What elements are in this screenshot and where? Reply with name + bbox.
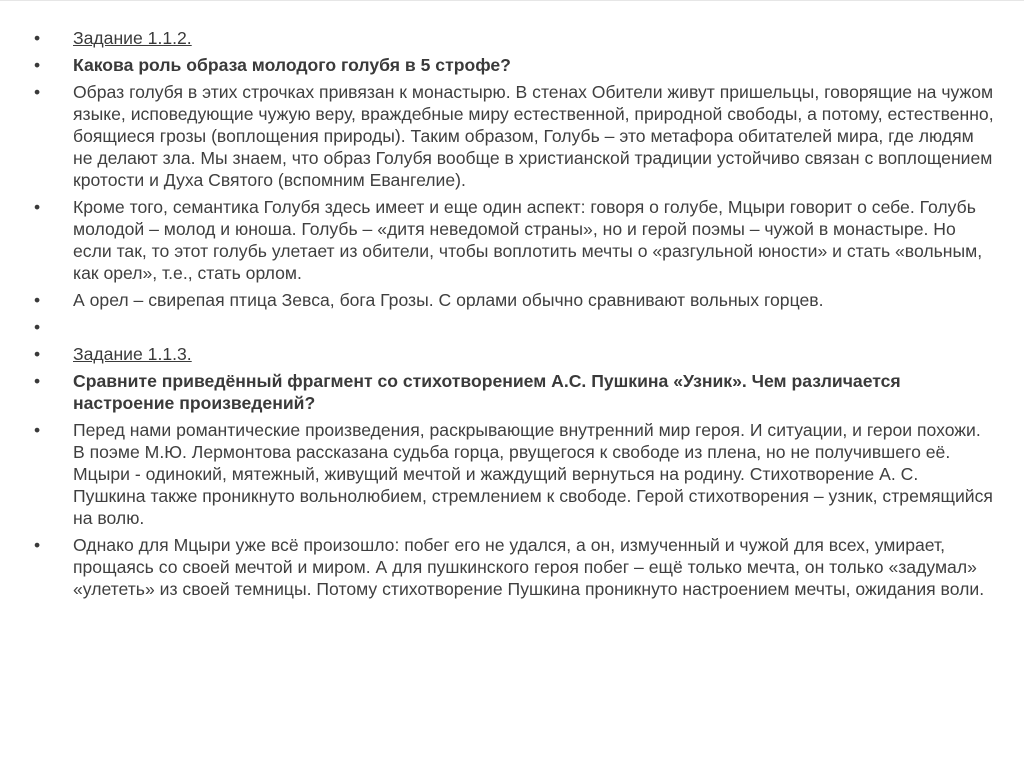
answer-paragraph xyxy=(34,196,994,284)
bullet-point: • xyxy=(34,28,41,48)
answer-paragraph-text: Кроме того, семантика Голубя здесь имеет и еще один аспект: говоря о голубе, Мцыри говорит о себе. Голубь молодой – молод и юноша. Голубь – «дитя неведомой страны», но и герой поэмы – чужой в монастыре. Но если так, то этот голубь улетает из обители, чтобы воплотить мечты о «разгульной юности» и стать «вольным, как орел», т.е., стать орлом. xyxy=(73,197,983,283)
answer-paragraph xyxy=(34,81,994,191)
bullet-point: • xyxy=(34,344,41,364)
bullet-point: • xyxy=(34,535,41,555)
task-heading-text: Задание 1.1.2. xyxy=(73,28,192,48)
answer-paragraph-text: Перед нами романтические произведения, раскрывающие внутренний мир героя. И ситуации, и герои похожи. В поэме М.Ю. Лермонтова рассказана судьба горца, рвущегося к свободе из плена, но не получившего её. Мцыри - одинокий, мятежный, живущий мечтой и жаждущий вернуться на родину. Стихотворение А. С. Пушкина также проникнуто вольнолюбием, стремлением к свободе. Герой стихотворения – узник, стремящийся на волю. xyxy=(73,420,993,528)
task-question xyxy=(34,54,994,76)
slide-content xyxy=(34,27,994,605)
bullet-point: • xyxy=(34,420,41,440)
answer-paragraph-text: Образ голубя в этих строчках привязан к монастырю. В стенах Обители живут пришельцы, говорящие на чужом языке, исповедующие чужую веру, враждебные миру естественной, природной свободы, а потому, естественно, боящиеся грозы (воплощения природы). Таким образом, Голубь – это метафора обитателей мира, где людям не делают зла. Мы знаем, что образ Голубя вообще в христианской традиции устойчиво связан с воплощением кротости и Духа Святого (вспомним Евангелие). xyxy=(73,82,994,190)
bullet-point: • xyxy=(34,55,41,75)
bullet-point: • xyxy=(34,371,41,391)
task-heading-text: Задание 1.1.3. xyxy=(73,344,192,364)
task-question-text: Сравните приведённый фрагмент со стихотворением А.С. Пушкина «Узник». Чем различается настроение произведений? xyxy=(73,371,901,413)
bullet-point: • xyxy=(34,290,41,310)
empty-bullet xyxy=(34,316,994,338)
answer-paragraph-text: Однако для Мцыри уже всё произошло: побег его не удался, а он, измученный и чужой для всех, умирает, прощаясь со своей мечтой и миром. А для пушкинского героя побег – ещё только мечта, он только «задумал» «улететь» из своей темницы. Потому стихотворение Пушкина проникнуто настроением мечты, ожидания воли. xyxy=(73,535,985,599)
answer-paragraph-text: А орел – свирепая птица Зевса, бога Грозы. С орлами обычно сравнивают вольных горцев. xyxy=(73,290,824,310)
answer-paragraph xyxy=(34,289,994,311)
empty-bullet-text xyxy=(73,317,78,337)
answer-paragraph xyxy=(34,534,994,600)
task-question-text: Какова роль образа молодого голубя в 5 строфе? xyxy=(73,55,511,75)
bullet-point: • xyxy=(34,317,41,337)
task-heading xyxy=(34,343,994,365)
task-question xyxy=(34,370,994,414)
bullet-point: • xyxy=(34,82,41,102)
bullet-point: • xyxy=(34,197,41,217)
answer-paragraph xyxy=(34,419,994,529)
task-heading xyxy=(34,27,994,49)
